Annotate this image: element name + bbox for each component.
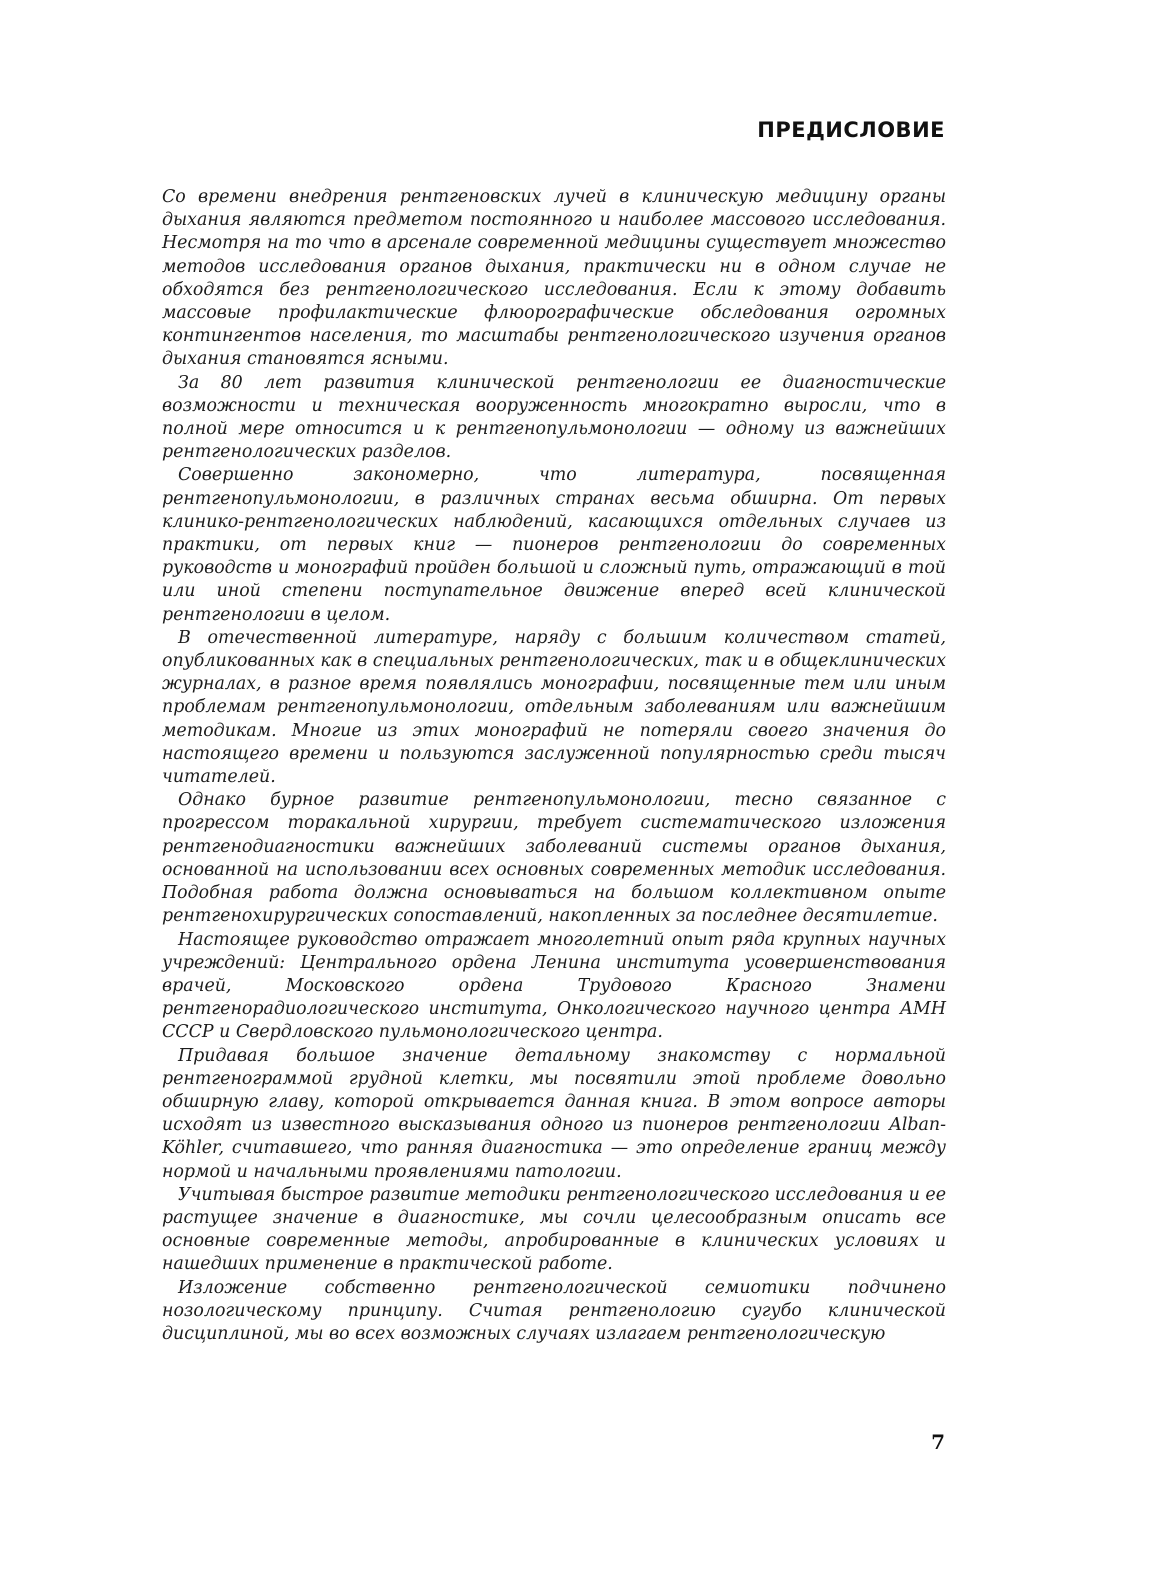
paragraph: Учитывая быстрое развитие методики рентгенологического исследования и ее растущее значение в диагностике, мы сочли целесообразным описать все основные современные методы, апробированные в клинических условиях и нашедших применение в практической работе. <box>162 1184 946 1275</box>
paragraph: Совершенно закономерно, что литература, посвященная рентгенопульмонологии, в различных странах весьма обширна. От первых клинико-рентгенологических наблюдений, касающихся отдельных случаев из практики, от первых книг — пионеров рентгенологии до современных руководств и монографий пройден большой и сложный путь, отражающий в той или иной степени поступательное движение вперед всей клинической рентгенологии в целом. <box>162 465 946 625</box>
paragraph: Настоящее руководство отражает многолетний опыт ряда крупных научных учреждений: Центрального ордена Ленина института усовершенствования врачей, Московского ордена Трудового Красного Знамени рентгенорадиологического института, Онкологического научного центра АМН СССР и Свердловского пульмонологического центра. <box>162 929 946 1043</box>
paragraph: Изложение собственно рентгенологической семиотики подчинено нозологическому принципу. Считая рентгенологию сугубо клинической дисциплиной, мы во всех возможных случаях излагаем рентгенологическую <box>162 1277 946 1344</box>
paragraph: Со времени внедрения рентгеновских лучей в клиническую медицину органы дыхания являются предметом постоянного и наиболее массового исследования. Несмотря на то что в арсенале современной медицины существует множество методов исследования органов дыхания, практически ни в одном случае не обходятся без рентгенологического исследования. Если к этому добавить массовые профилактические флюорографические обследования огромных контингентов населения, то масштабы рентгенологического изучения органов дыхания становятся ясными. <box>162 187 946 370</box>
paragraph: Однако бурное развитие рентгенопульмонологии, тесно связанное с прогрессом торакальной хирургии, требует систематического изложения рентгенодиагностики важнейших заболеваний системы органов дыхания, основанной на использовании всех основных современных методик исследования. Подобная работа должна основываться на большом коллективном опыте рентгенохирургических сопоставлений, накопленных за последнее десятилетие. <box>162 790 946 927</box>
body-text <box>162 186 946 1346</box>
paragraph: В отечественной литературе, наряду с большим количеством статей, опубликованных как в специальных рентгенологических, так и в общеклинических журналах, в разное время появлялись монографии, посвященные тем или иным проблемам рентгенопульмонологии, отдельным заболеваниям или важнейшим методикам. Многие из этих монографий не потеряли своего значения до настоящего времени и пользуются заслуженной популярностью среди тысяч читателей. <box>162 627 946 788</box>
paragraph: Придавая большое значение детальному знакомству с нормальной рентгенограммой грудной клетки, мы посвятили этой проблеме довольно обширную главу, которой открывается данная книга. В этом вопросе авторы исходят из известного высказывания одного из пионеров рентгенологии Alban-Köhler, считавшего, что ранняя диагностика — это определение границ между нормой и начальными проявлениями патологии. <box>162 1045 946 1182</box>
page-number: 7 <box>931 1430 945 1454</box>
paragraph: За 80 лет развития клинической рентгенологии ее диагностические возможности и техническая вооруженность многократно выросли, что в полной мере относится и к рентгенопульмонологии — одному из важнейших рентгенологических разделов. <box>162 372 946 463</box>
chapter-heading: ПРЕДИСЛОВИЕ <box>757 118 945 142</box>
